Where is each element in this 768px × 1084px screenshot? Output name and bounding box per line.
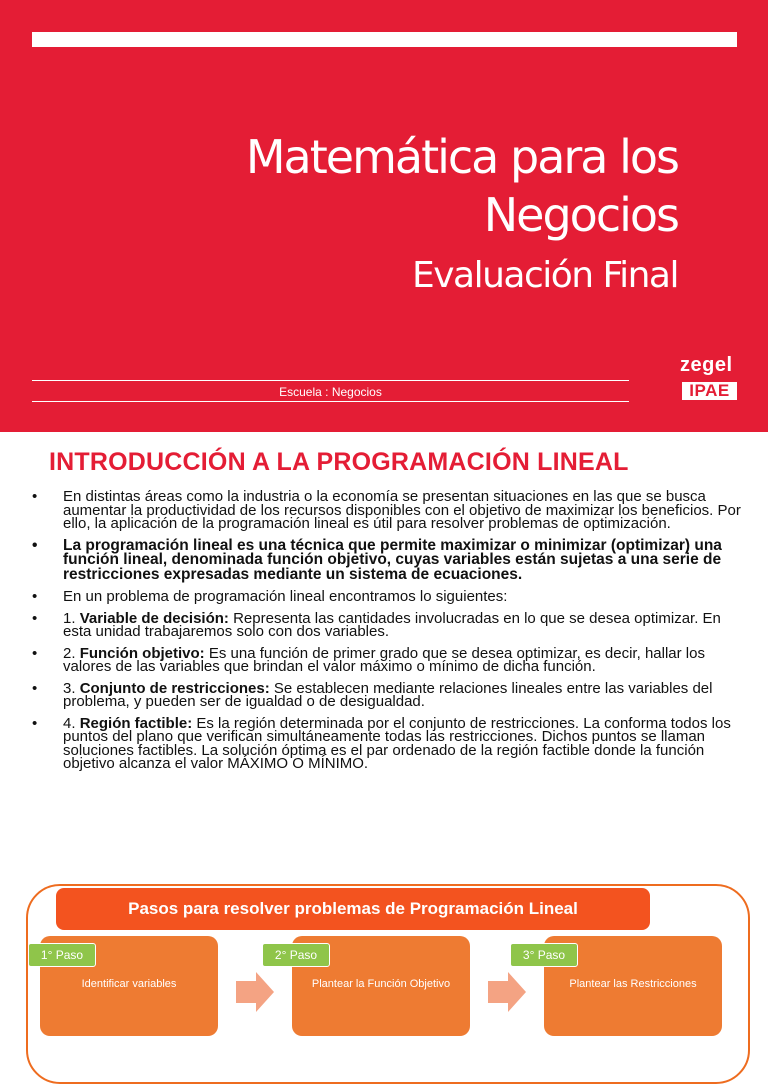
cover-subtitle: Evaluación Final	[411, 255, 678, 296]
bullet-item	[32, 609, 744, 640]
cover-title	[158, 128, 678, 244]
divider-top	[32, 380, 629, 381]
step-badge-2: 2° Paso	[262, 943, 330, 967]
bullet-text: En distintas áreas como la industria o la economía se presentan situaciones en las que se busca aumentar la productividad de los recursos disponibles con el objetivo de maximizar los beneficios. Por ello, la aplicación de la programación lineal es útil para resolver problemas de optimización.	[63, 488, 741, 532]
step-label-2: Plantear la Función Objetivo	[311, 978, 451, 990]
bullet-icon: •	[32, 536, 38, 554]
school-label: Escuela : Negocios	[279, 385, 382, 399]
top-white-bar	[32, 32, 737, 47]
bullet-prefix: 4.	[63, 714, 80, 732]
bullet-text: La programación lineal es una técnica que permite maximizar o minimizar (optimizar) una función lineal, denominada función objetivo, cuyas variables están sujetas a una serie de restricciones expresadas mediante un sistema de ecuaciones.	[63, 536, 722, 583]
bullet-term: Variable de decisión:	[79, 609, 229, 627]
bullet-icon: •	[32, 679, 38, 697]
bullet-text: Es la región determinada por el conjunto de restricciones. La conforma todos los puntos del plano que verifican simultáneamente todas las restricciones. Dichos puntos se llaman soluciones factibles. La solución óptima es el par ordenado de la región factible donde la función objetivo alcanza el valor MÁXIMO O MÍNIMO.	[63, 714, 731, 772]
bullet-prefix: 1.	[63, 609, 80, 627]
bullet-item	[32, 679, 744, 710]
bullet-icon: •	[32, 644, 38, 662]
bullet-icon: •	[32, 714, 38, 732]
intro-bullet-list	[32, 490, 744, 779]
bullet-text: Representa las cantidades involucradas en lo que se desea optimizar. En esta unidad trabajaremos solo con dos variables.	[63, 609, 721, 640]
bullet-prefix: 2.	[63, 644, 80, 662]
step-label-3: Plantear las Restricciones	[569, 978, 697, 990]
cover-title-line2: Negocios	[483, 188, 678, 242]
bullet-text: En un problema de programación lineal encontramos lo siguientes:	[63, 588, 508, 605]
bullet-item	[32, 590, 744, 604]
bullet-icon: •	[32, 588, 38, 605]
step-badge-1: 1° Paso	[28, 943, 96, 967]
bullet-icon: •	[32, 488, 38, 505]
cover-slide	[0, 0, 768, 432]
bullet-term: Región factible:	[79, 714, 193, 732]
cover-title-line1: Matemática para los	[245, 130, 678, 184]
bullet-item	[32, 714, 744, 772]
bullet-term: Conjunto de restricciones:	[79, 679, 270, 697]
step-label-1: Identificar variables	[81, 978, 177, 990]
divider-bottom	[32, 401, 629, 402]
steps-header: Pasos para resolver problemas de Programación Lineal	[56, 888, 650, 930]
step-badge-3: 3° Paso	[510, 943, 578, 967]
intro-title: INTRODUCCIÓN A LA PROGRAMACIÓN LINEAL	[49, 448, 629, 476]
bullet-item	[32, 490, 744, 531]
bullet-item	[32, 644, 744, 675]
zegel-logo: zegel	[680, 354, 733, 376]
bullet-icon: •	[32, 609, 38, 627]
bullet-text: Es una función de primer grado que se desea optimizar, es decir, hallar los valores de las variables que brindan el valor máximo o mínimo de dicha función.	[63, 644, 705, 675]
bullet-prefix: 3.	[63, 679, 80, 697]
bullet-term: Función objetivo:	[79, 644, 205, 662]
ipae-logo: IPAE	[682, 382, 737, 400]
bullet-item	[32, 536, 744, 583]
bullet-text: Se establecen mediante relaciones lineales entre las variables del problema, y pueden ser de igualdad o de desigualdad.	[63, 679, 713, 710]
